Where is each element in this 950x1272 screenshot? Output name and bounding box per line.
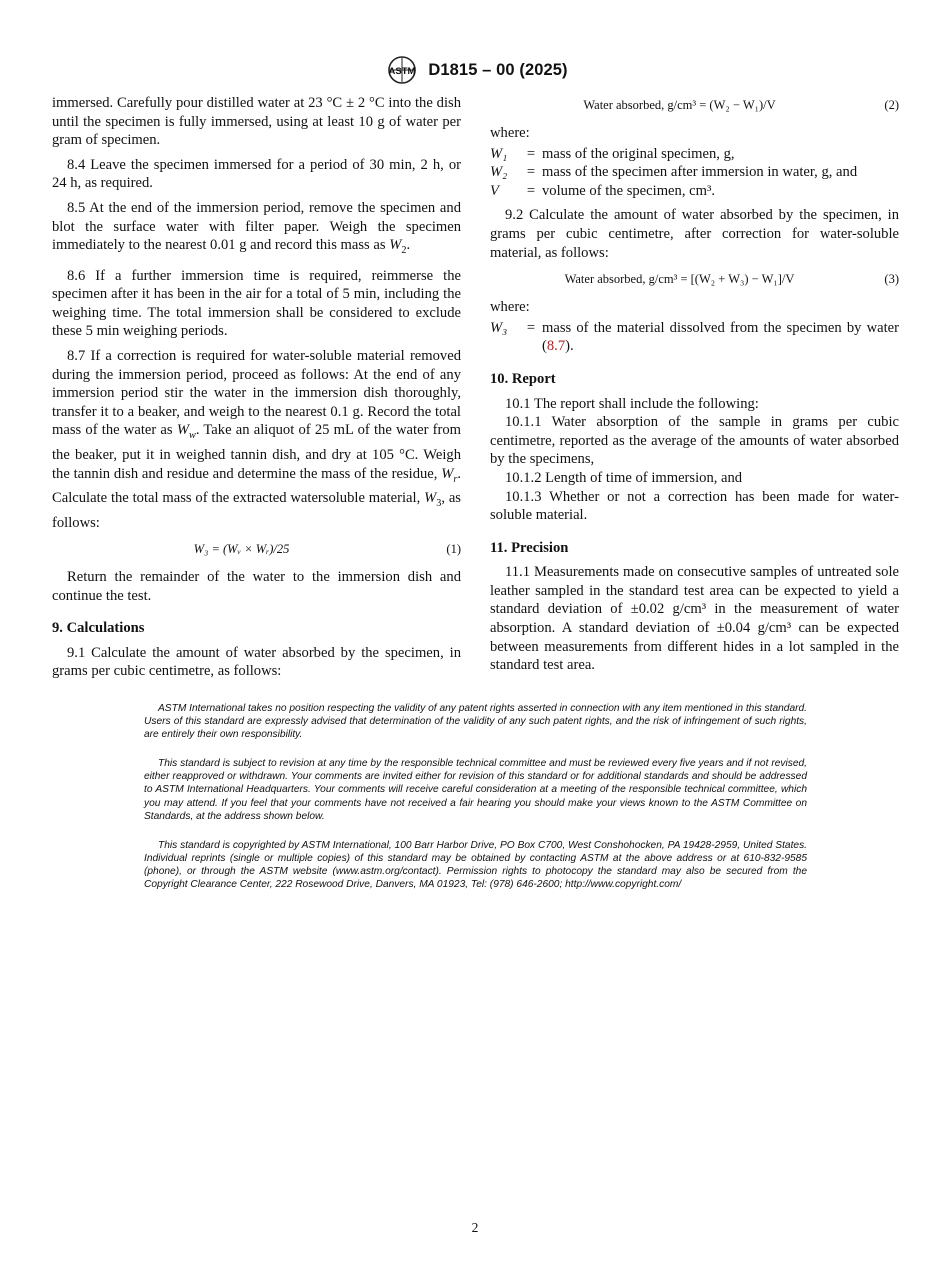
paragraph-8-7: 8.7 If a correction is required for water-soluble material removed during the immersion period, proceed as follows: At the end of any immersion period stir the water in the immersion dish thoroughly, transfer it to a beaker, and weigh to the nearest 0.1 g. Record the total mass of the water as $W_w$. Take an aliquot of 25 mL of the water from the beaker, put it in weighed tannin dish, and dry at 105 °C. Weigh the tannin dish and residue and determine the mass of the residue, $W_r$. Calculate the total mass of the extracted watersoluble material, $W_3$, as follows: (52, 348, 462, 531)
definition-row: W₁ = mass of the original specimen, g, (490, 145, 735, 162)
right-column (490, 94, 899, 675)
patent-notice: ASTM International takes no position respecting the validity of any patent rights asserted in connection with any item mentioned in this standard. Users of this standard are expressly advised that determination of the validity of any such patent rights, and the risk of infringement of such rights, are entirely their own responsibility. (144, 703, 807, 741)
astm-logo-icon (382, 55, 422, 85)
paragraph-return: Return the remainder of the water to the immersion dish and continue the test. (52, 569, 461, 604)
paragraph-10-1-1: 10.1.1 Water absorption of the sample in grams per cubic centimetre, reported as the average of the amounts of water absorbed by the specimens, (490, 414, 899, 468)
paragraph-8-5: 8.5 At the end of the immersion period, remove the specimen and blot the surface water with filter paper. Weigh the specimen immediately to the nearest 0.01 g and record this mass as $W_2$. (52, 199, 461, 257)
equation-1: W₃ = (Wᵥ × Wᵣ)/25 (1) (193, 541, 461, 556)
page-header (0, 54, 950, 86)
revision-notice: This standard is subject to revision at any time by the responsible technical committee and must be reviewed every five years and if not revised, either reapproved or withdrawn. Your comments are invited either for revision of this standard or for additional standards and should be addressed to ASTM International Headquarters. Your comments will receive careful consideration at a meeting of the responsible technical committee, which you may attend. If you feel that your comments have not received a fair hearing you should make your views known to the ASTM Committee on Standards, at the address shown below. (144, 758, 807, 822)
paragraph-10-1: 10.1 The report shall include the following: (505, 395, 759, 412)
copyright-notice: This standard is copyrighted by ASTM International, 100 Barr Harbor Drive, PO Box C700, West Conshohocken, PA 19428-2959, United States. Individual reprints (single or multiple copies) of this standard may be obtained by contacting ASTM at the above address or at 610-832-9585 (phone), or through the ASTM website (www.astm.org/contact). Permission rights to photocopy the standard may also be secured from the Copyright Clearance Center, 222 Rosewood Drive, Danvers, MA 01923, Tel: (978) 646-2600; http://www.copyright.com/ (144, 839, 807, 891)
page-number: 2 (471, 1220, 479, 1235)
paragraph-11-1: 11.1 Measurements made on consecutive samples of untreated sole leather sampled in the standard test area can be expected to yield a standard deviation of ±0.02 g/cm³ in the measurement of water absorption. A standard deviation of ±0.04 g/cm³ can be expected between measurements from different hides in a lot sampled in the standard test area. (490, 564, 899, 674)
section-10-heading: 10. Report (490, 370, 556, 387)
definition-row: W₃ = mass of the material dissolved from the specimen by water (8.7). (490, 319, 899, 355)
paragraph-9-2: 9.2 Calculate the amount of water absorbed by the specimen, in grams per cubic centimetre, after correction for water-soluble material, as follows: (490, 207, 899, 261)
definition-row: W₂ = mass of the specimen after immersion in water, g, and (490, 164, 858, 181)
paragraph-9-1: 9.1 Calculate the amount of water absorbed by the specimen, in grams per cubic centimetre, as follows: (52, 644, 461, 680)
where-label-2: where: (490, 299, 530, 316)
paragraph-10-1-2: 10.1.2 Length of time of immersion, and (505, 469, 743, 486)
definitions-list-1 (490, 145, 899, 201)
section-9-heading: 9. Calculations (52, 620, 145, 637)
where-label-1: where: (490, 125, 530, 141)
equation-2: Water absorbed, g/cm³ = (W₂ − W₁)/V (2) (583, 97, 899, 112)
paragraph-continued: immersed. Carefully pour distilled water at 23 °C ± 2 °C into the dish until the specimen is fully immersed, using at least 10 g of water per gram of specimen. (52, 95, 461, 149)
left-column (52, 94, 461, 681)
section-11-heading: 11. Precision (490, 539, 569, 556)
equation-3: Water absorbed, g/cm³ = [(W₂ + W₃) − W₁]/V (3) (564, 271, 899, 286)
paragraph-10-1-3: 10.1.3 Whether or not a correction has been made for water-soluble material. (490, 488, 899, 524)
definition-row: V = volume of the specimen, cm³. (490, 182, 715, 199)
section-link-8-7[interactable]: 8.7 (546, 338, 566, 355)
document-id: D1815 – 00 (2025) (428, 60, 568, 79)
paragraph-8-4: 8.4 Leave the specimen immersed for a period of 30 min, 2 h, or 24 h, as required. (52, 156, 461, 192)
legal-notes (144, 702, 807, 907)
svg-text:ASTM: ASTM (388, 66, 416, 77)
paragraph-8-6: 8.6 If a further immersion time is required, reimmerse the specimen after it has been in the air for a total of 5 min, including the weighing time. The total immersion shall be considered to exclude these 5 min weighing periods. (52, 267, 461, 340)
